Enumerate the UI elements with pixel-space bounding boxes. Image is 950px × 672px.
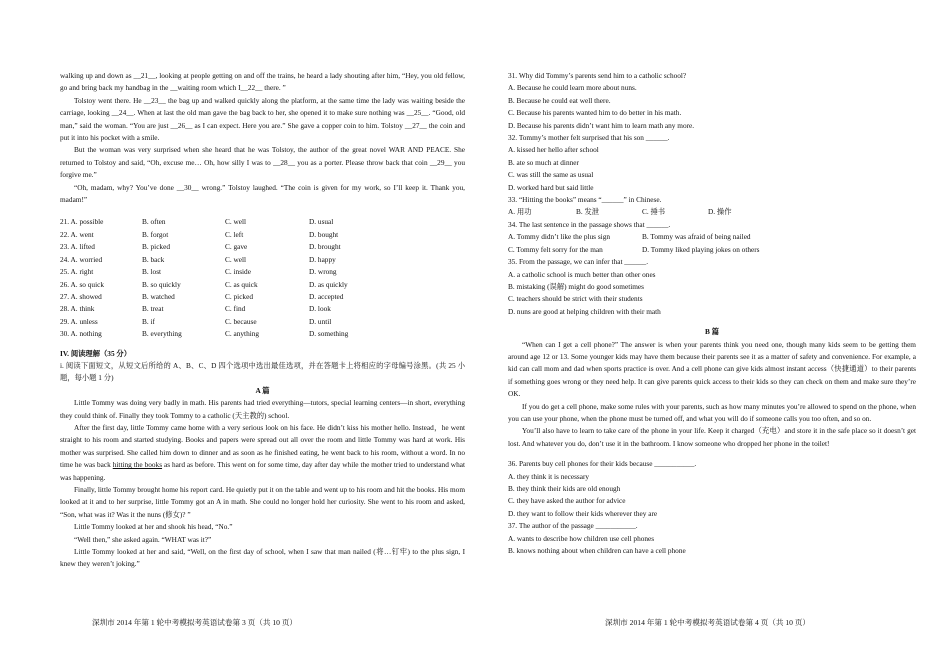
option-row [60,254,399,266]
q34-options-row1 [508,231,916,243]
passage-a-cont-p1: walking up and down as __21__, looking at people getting on and off the trains, he heard a lady shouting after him, “Hey, you old fellow, go and bring back my handbag in the __waiting room which I__22__ there. ” [60,71,465,93]
option-cell: D. happy [309,254,336,264]
option-row [60,266,399,278]
q33-option-d: D. 操作 [708,207,732,217]
q34-stem: 34. The last sentence in the passage shows that ______. [508,219,671,229]
option-cell: C. gave [225,242,248,252]
q33-option-c: C. 捶书 [642,207,666,217]
option-cell: 25. A. right [60,267,94,277]
option-cell: C. well [225,254,247,264]
option-cell: 26. A. so quick [60,279,104,289]
cloze-options-table [60,216,399,340]
question-line: 32. Tommy’s mother felt surprised that his son ______. [508,133,670,143]
option-cell: 30. A. nothing [60,329,102,339]
option-cell: B. picked [142,242,170,252]
passage-a-p2 [60,422,465,484]
option-cell: D. as quickly [309,279,348,289]
question-line: B. Because he could eat well there. [508,95,611,105]
option-row [60,316,399,328]
option-cell: B. back [142,254,165,264]
option-cell: D. accepted [309,291,344,301]
option-cell: C. left [225,229,244,239]
option-row [60,291,399,303]
option-cell: D. bought [309,229,339,239]
option-cell: B. often [142,217,166,227]
question-line: A. kissed her hello after school [508,145,599,155]
q33-options [508,206,916,218]
question-line: C. Because his parents wanted him to do better in his math. [508,108,682,118]
question-line: 33. “Hitting the books” means “______” in Chinese. [508,195,662,205]
passage-a-cont-p2: Tolstoy went there. He __23__ the bag up and walked quickly along the platform, at the same time the lady was waiting beside the carriage, looking __24__. When at last the old man gave the bag back to her, she opened it to make sure nothing was __25__. “Good, old man,” said the woman. “You are just __26__ as I can expect. Here you are.” She gave a copper coin to him. Tolstoy __27__ the coin and put it into his pocket with a smile. [60,95,465,143]
option-cell: D. usual [309,217,334,227]
option-cell: D. look [309,304,331,314]
footer-page-3: 深圳市 2014 年第 1 轮中考模拟考英语试卷第 3 页（共 10 页） [92,618,298,627]
question-line: A. they think it is necessary [508,471,590,481]
passage-a-p5: “Well then,” she asked again. “WHAT was it?” [74,534,212,544]
passage-b-title: B 篇 [705,327,719,337]
option-row [60,303,399,315]
question-line: 35. From the passage, we can infer that ______. [508,257,649,267]
option-cell: C. because [225,316,257,326]
option-cell: 23. A. lifted [60,242,95,252]
option-cell: C. anything [225,329,260,339]
passage-a-p3: Finally, little Tommy brought home his report card. He quietly put it on the table and went up to his room and hit the books. His mom looked at it and to her surprise, little Tommy got an A in math. She could no longer hold her curiosity. She went to his room and asked, “Son, what was it? Was it the nuns (修女)? ” [60,485,465,519]
question-line: A. Because he could learn more about nuns. [508,83,637,93]
option-cell: D. something [309,329,349,339]
left-page-column [60,70,465,571]
option-row [60,229,399,241]
question-line: C. teachers should be strict with their students [508,294,643,304]
questions-31-33 [508,70,916,206]
q34-options-row2 [508,244,916,256]
option-cell: 22. A. went [60,229,94,239]
option-cell: C. picked [225,291,253,301]
question-line: C. they have asked the author for advice [508,496,626,506]
option-cell: 28. A. think [60,304,95,314]
option-row [60,328,399,340]
option-cell: C. as quick [225,279,258,289]
option-cell: 21. A. possible [60,217,104,227]
section-intro: i. 阅读下面短文，从短文后所给的 A、B、C、D 四个选项中选出最佳选项，并在答题卡上将相应的字母编号涂黑。(共 25 小题，每小题 1 分) [60,360,465,383]
passage-a-cont-p4: “Oh, madam, why? You’ve done __30__ wrong.” Tolstoy laughed. “The coin is given for my work, so I’ll keep it. Thank you, madam!” [60,182,465,205]
question-line: C. was still the same as usual [508,170,594,180]
passage-a-cont-p3: But the woman was very surprised when she heard that he was Tolstoy, the author of the great novel WAR AND PEACE. She returned to Tolstoy and said, “Oh, excuse me… Oh, how silly I was to __28__ you as a porter. Please throw back that coin __29__ you forgive me.” [60,145,465,180]
question-line: 36. Parents buy cell phones for their kids because ___________. [508,459,697,469]
question-line: B. ate so much at dinner [508,157,579,167]
passage-a-p1: Little Tommy was doing very badly in math. His parents had tried everything—tutors, special learning centers—in short, everything they could think of. Finally they took Tommy to a catholic (天主教的) school. [60,398,465,420]
questions-36-37 [508,458,916,557]
question-35 [508,256,916,318]
option-cell: B. lost [142,267,162,277]
q34-option-d: D. Tommy liked playing jokes on others [642,244,760,254]
q34-option-b: B. Tommy was afraid of being nailed [642,232,751,242]
option-cell: C. find [225,304,246,314]
hitting-the-books-underline: hitting the books [112,460,163,470]
passage-a-p6: Little Tommy looked at her and said, “Well, on the first day of school, when I saw that man nailed (将…钉牢) to the plus sign, I knew they weren’t joking.” [60,547,465,569]
passage-a-p2-start: After the first day, little Tommy came home with a very serious look on his face. He didn’t kiss his mother hello. Instead，he went straight to his room and started studying. Books and papers were spread out all over the room and little Tommy was hard at work. His mother was surprised. She called him down to dinner and as soon as he finished eating, he went back to his room, without a word. In no time he was back [60,422,465,470]
option-cell: D. until [309,316,332,326]
question-line: D. nuns are good at helping children with their math [508,306,661,316]
question-line: 31. Why did Tommy’s parents send him to a catholic school? [508,71,687,80]
question-line: B. they think their kids are old enough [508,484,621,493]
passage-b-p2: If you do get a cell phone, make some rules with your parents, such as how many minutes you’re allowed to spend on the phone, when you can use your phone, when the phone must be turned off, and what you will do if someone calls you too often, and so on. [508,401,916,423]
question-line: B. mistaking (误解) might do good sometimes [508,281,645,291]
option-cell: D. brought [309,242,341,252]
right-page-column [508,70,916,557]
passage-a-p4: Little Tommy looked at her and shook his head, “No.” [74,522,233,532]
option-cell: C. inside [225,267,251,277]
q34-option-a: A. Tommy didn’t like the plus sign [508,232,610,242]
q34-option-c: C. Tommy felt sorry for the man [508,244,603,254]
option-cell: B. if [142,316,155,326]
question-line: D. they want to follow their kids wherever they are [508,508,658,518]
question-line: D. worked hard but said little [508,182,594,192]
question-line: D. Because his parents didn’t want him to learn math any more. [508,120,695,130]
passage-a-title: A 篇 [255,385,270,395]
question-line: A. wants to describe how children use cell phones [508,533,655,543]
option-cell: B. treat [142,304,164,314]
option-cell: D. wrong [309,267,337,277]
option-row [60,216,399,228]
option-cell: B. watched [142,291,175,301]
option-cell: 27. A. showed [60,291,102,301]
option-cell: B. everything [142,329,182,339]
q33-option-a: A. 用功 [508,207,532,217]
question-line: A. a catholic school is much better than other ones [508,269,656,279]
passage-a-p2-end: as hard as before. This went on for some time, day after day while the mother tried to understand what was happening. [60,460,465,482]
option-row [60,241,399,253]
option-cell: 29. A. unless [60,316,98,326]
q33-option-b: B. 发泄 [576,207,600,217]
passage-b-p1: “When can I get a cell phone?” The answer is when your parents think you need one, though many kids seem to be getting them around age 12 or 13. Some younger kids may have them because their parents see it as a matter of safety and convenience. For example, a kid can call mom and dad when sports practice is over. And a cell phone can give kids almost instant access（快捷通道）to their parents if something goes wrong or they need help. It can give parents quick access to their kids so they can check on them and make sure they’re OK. [508,339,916,399]
option-row [60,279,399,291]
question-line: 37. The author of the passage ___________. [508,521,638,531]
option-cell: C. well [225,217,247,227]
option-cell: 24. A. worried [60,254,103,264]
section-title: IV. 阅读理解（35 分） [60,348,132,358]
option-cell: B. so quickly [142,279,181,289]
footer-page-4: 深圳市 2014 年第 1 轮中考模拟考英语试卷第 4 页（共 10 页） [605,618,811,627]
option-cell: B. forgot [142,229,169,239]
passage-b-p3: You’ll also have to learn to take care of the phone in your life. Keep it charged（充电）and store it in the safe place so it doesn’t get lost. And whatever you do, don’t use it in the bathroom. I know someone who dropped her phone in the toilet! [508,426,916,448]
question-line: B. knows nothing about when children can have a cell phone [508,546,686,556]
